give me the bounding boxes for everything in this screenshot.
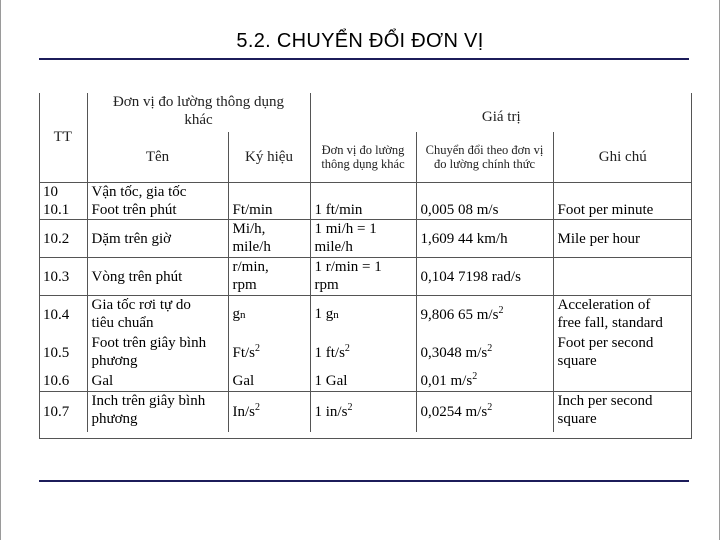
table-row-symbol: [228, 296, 310, 334]
table-row-tt: 10.4: [39, 296, 87, 334]
table-row-note: [553, 334, 692, 372]
table-row-value: 0,005 08 m/s: [416, 201, 553, 220]
table-row-symbol: [228, 392, 310, 432]
table-row-name: Vận tốc, gia tốc: [87, 182, 228, 201]
table-row-tt: 10: [39, 182, 87, 201]
title-underline: [39, 58, 689, 60]
note-line: square: [557, 411, 597, 427]
name-line: phương: [91, 411, 138, 427]
table-row-note: Foot per minute: [557, 201, 654, 218]
other-line: 1 mi/h = 1: [314, 221, 377, 237]
table-row-other: 1 ft/min: [310, 201, 416, 220]
table-row-symbol: Ft/min: [228, 201, 310, 220]
note-line: square: [557, 352, 597, 369]
table-row-name: Foot trên phút: [87, 201, 228, 220]
table-row-symbol: [228, 334, 310, 372]
table-row-symbol: [228, 220, 310, 258]
table-row-note: [553, 372, 692, 392]
value-base: 9,806 65 m/s: [420, 306, 499, 323]
table-row-name: [87, 334, 228, 372]
table-row-name: [87, 296, 228, 334]
table-row-other: [310, 258, 416, 296]
value-base: 0,3048 m/s: [420, 344, 488, 361]
other-line: rpm: [314, 277, 339, 293]
page-title: 5.2. CHUYỂN ĐỔI ĐƠN VỊ: [236, 30, 484, 52]
table-row-tt: 10.7: [39, 392, 87, 432]
header-unit-group-line1: Đơn vị đo lường thông dụng: [112, 94, 285, 110]
symbol-superscript: 2: [255, 401, 260, 413]
table-row-value: 0,104 7198 rad/s: [416, 258, 553, 296]
other-superscript: 2: [347, 401, 353, 413]
table-row-value: 1,609 44 km/h: [416, 220, 553, 258]
other-superscript: 2: [344, 342, 350, 354]
table-row-other: [310, 182, 416, 201]
table-row-other: 1 Gal: [310, 372, 416, 392]
other-line: 1 r/min = 1: [314, 259, 382, 275]
table-row-value: [416, 296, 553, 334]
table-row-other: [310, 392, 416, 432]
header-symbol: Ký hiệu: [228, 132, 310, 182]
other-base: 1 g: [314, 306, 334, 323]
header-unit-group: [87, 93, 310, 132]
symbol-base: Ft/s: [232, 344, 256, 361]
table-row-tt: 10.3: [39, 258, 87, 296]
header-unit-group-line2: khác: [184, 112, 213, 128]
table-row-note: [553, 296, 692, 334]
other-base: 1 in/s: [314, 403, 348, 420]
symbol-base: In/s: [232, 403, 255, 420]
table-row-value: [416, 334, 553, 372]
other-line: mile/h: [314, 239, 353, 255]
table-row-tt: 10.5: [39, 334, 87, 372]
note-line: Acceleration of: [557, 297, 651, 313]
table-row-value: [416, 372, 553, 392]
table-row-other: [310, 296, 416, 334]
table-row-symbol: [228, 182, 310, 201]
name-line: tiêu chuẩn: [91, 315, 154, 331]
name-line: Foot trên giây bình: [91, 334, 207, 351]
value-superscript: 2: [487, 401, 493, 413]
table-row-name: Gal: [87, 372, 228, 392]
name-line: Inch trên giây bình: [91, 393, 206, 409]
table-row-other: [310, 334, 416, 372]
header-note: Ghi chú: [598, 148, 647, 165]
header-value-group: Giá trị: [481, 108, 521, 125]
value-superscript: 2: [472, 371, 478, 382]
table-row-tt: 10.6: [39, 372, 87, 392]
other-subscript: n: [333, 309, 339, 322]
symbol-line: mile/h: [232, 239, 271, 255]
table-row-name: [87, 392, 228, 432]
note-line: Inch per second: [557, 393, 653, 409]
table-row-value: [416, 182, 553, 201]
symbol-base: g: [232, 306, 240, 323]
symbol-line: r/min,: [232, 259, 269, 275]
symbol-superscript: 2: [255, 342, 261, 354]
note-line: Foot per second: [557, 334, 654, 351]
name-line: phương: [91, 352, 138, 369]
conversion-table: [39, 93, 692, 439]
header-other-unit: Đơn vị đo lường thông dụng khác: [310, 132, 416, 182]
footer-rule: [39, 480, 689, 482]
table-row-name: Dặm trên giờ: [87, 220, 228, 258]
name-line: Gia tốc rơi tự do: [91, 297, 191, 313]
table-row-other: [310, 220, 416, 258]
table-row-symbol: Gal: [228, 372, 310, 392]
value-base: 0,01 m/s: [420, 372, 473, 389]
table-row-name: Vòng trên phút: [87, 258, 228, 296]
value-superscript: 2: [498, 304, 504, 316]
slide-left-border: [0, 0, 1, 540]
symbol-line: rpm: [232, 277, 257, 293]
header-name: Tên: [87, 132, 228, 182]
table-row-note: [553, 182, 692, 201]
value-superscript: 2: [487, 342, 493, 354]
value-base: 0,0254 m/s: [420, 403, 488, 420]
other-base: 1 ft/s: [314, 344, 345, 361]
note-line: free fall, standard: [557, 315, 663, 331]
table-row-value: [416, 392, 553, 432]
table-row-symbol: [228, 258, 310, 296]
table-row-note: [553, 392, 692, 432]
table-row-tt: 10.2: [39, 220, 87, 258]
table-row-note: [553, 258, 692, 296]
header-tt: TT: [39, 93, 87, 182]
symbol-subscript: n: [240, 309, 246, 322]
table-row-note: Mile per hour: [553, 220, 692, 258]
header-converted: Chuyển đổi theo đơn vị đo lường chính thức: [416, 132, 553, 182]
symbol-line: Mi/h,: [232, 221, 266, 237]
table-row-tt: 10.1: [39, 201, 87, 220]
